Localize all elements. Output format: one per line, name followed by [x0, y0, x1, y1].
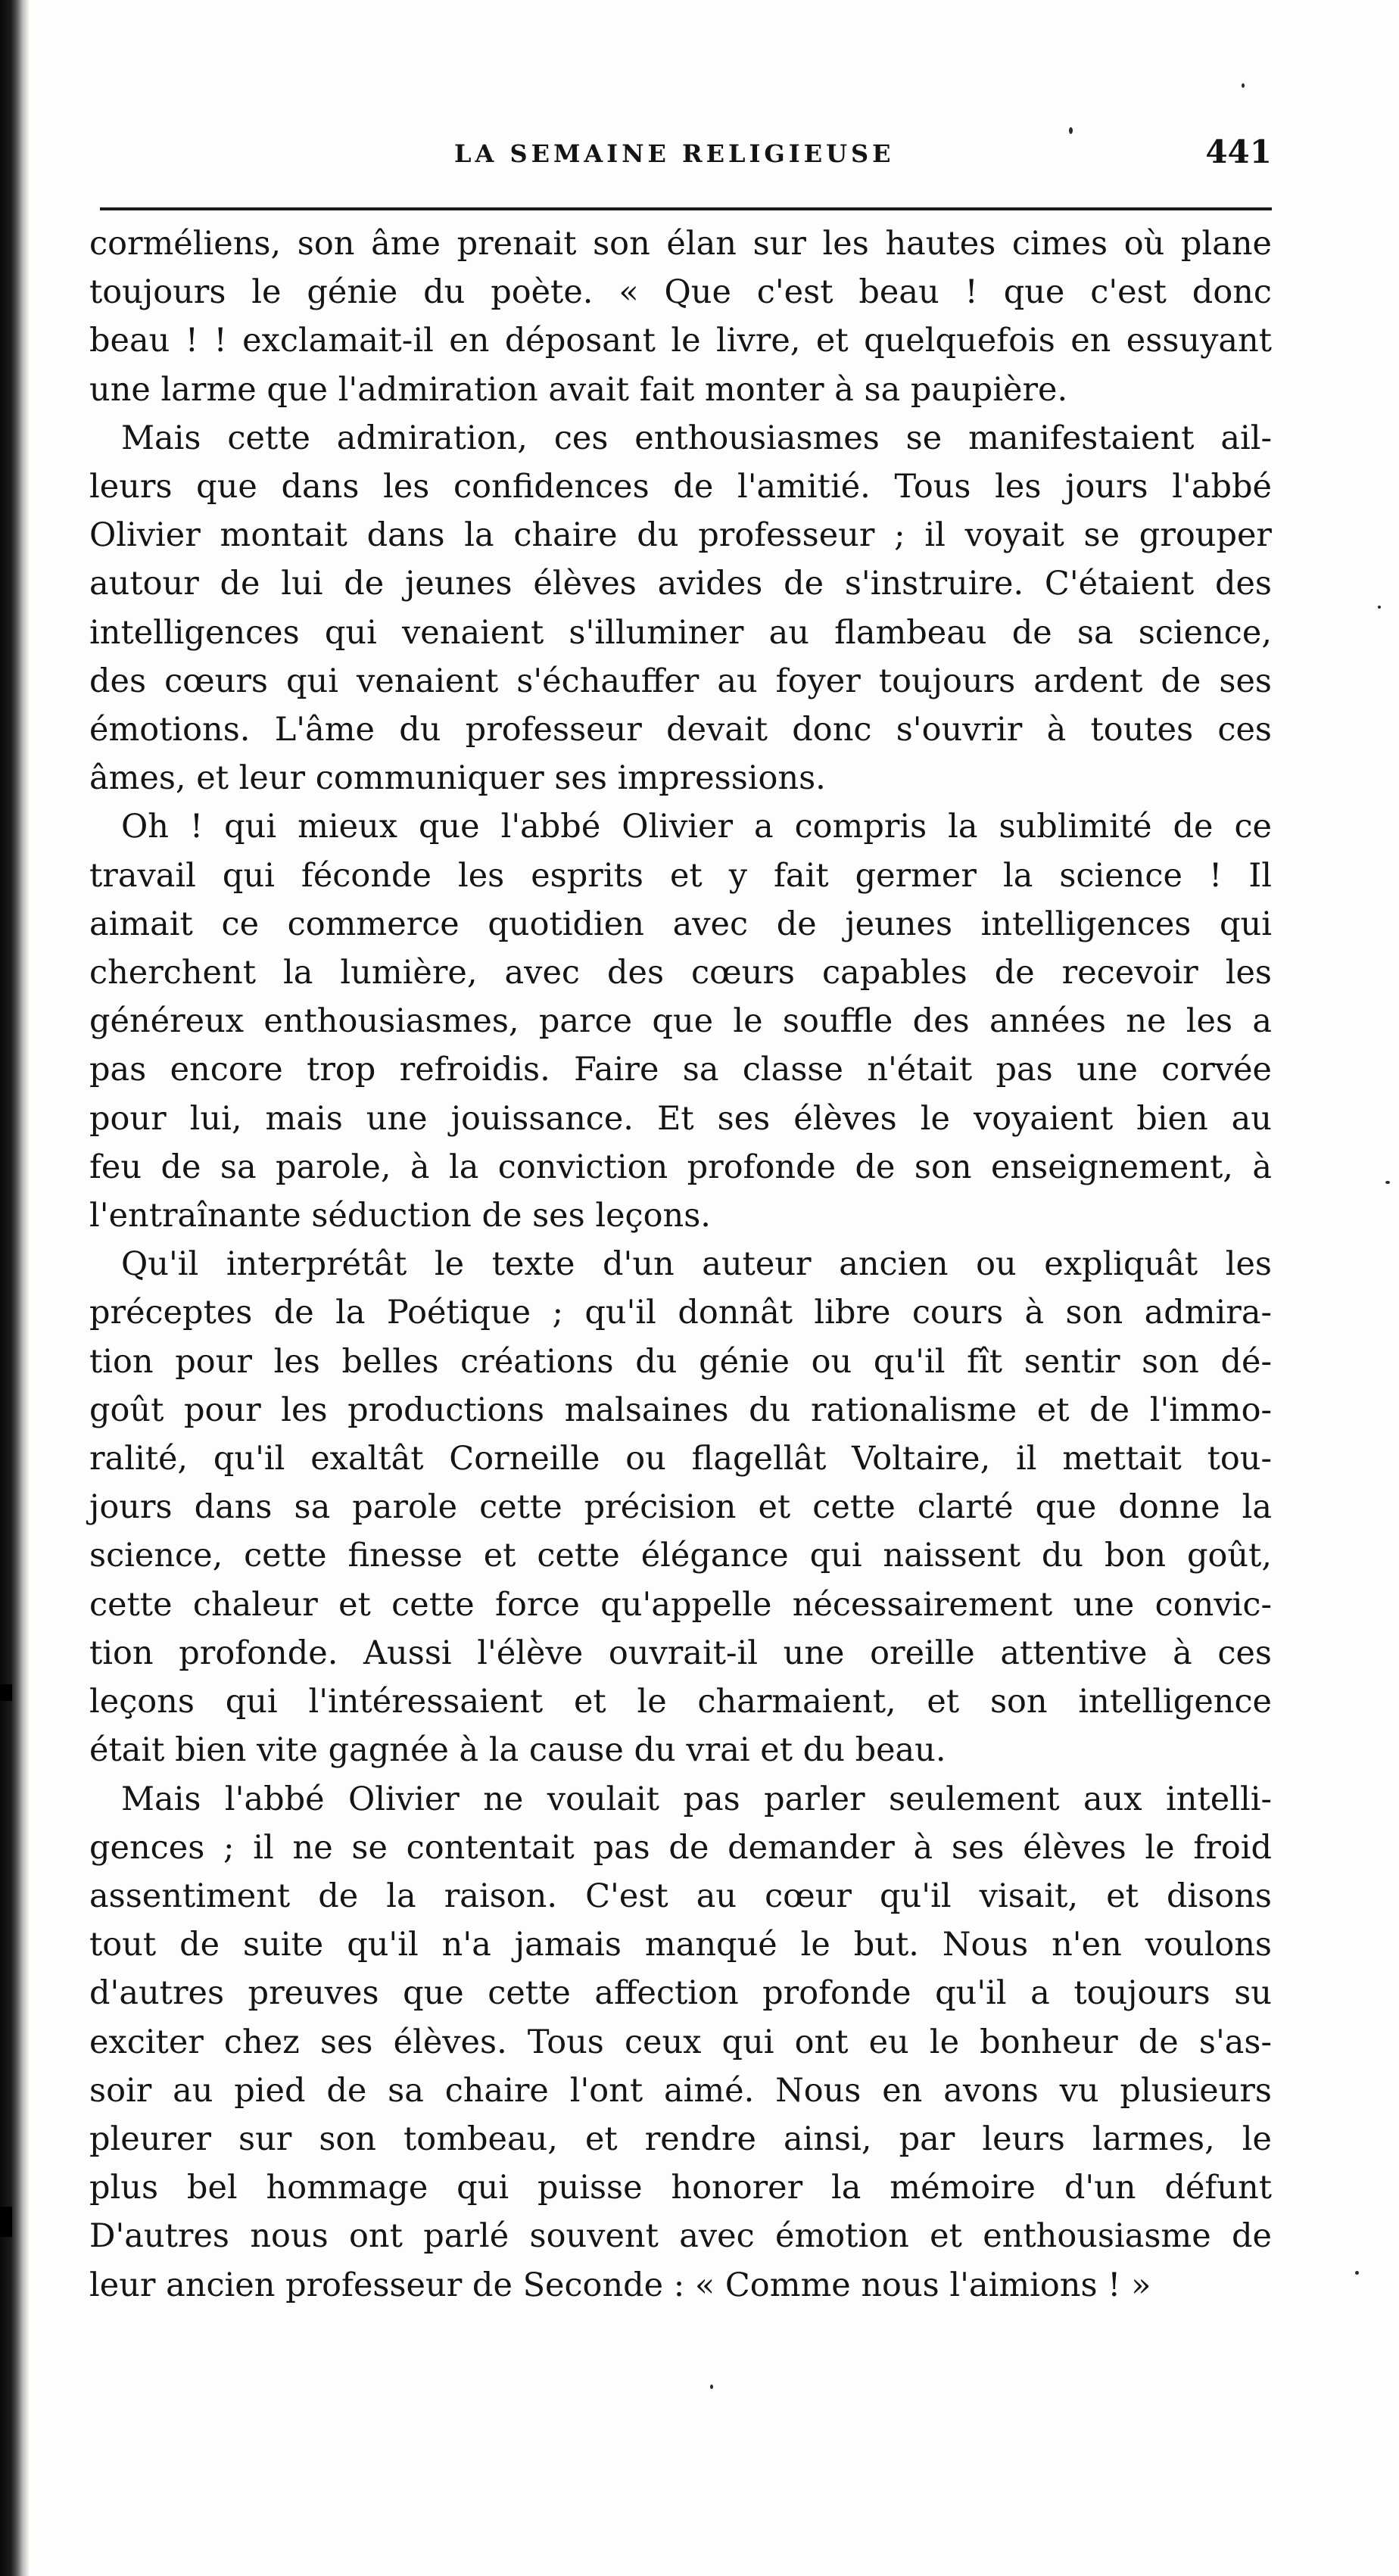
text-line: des cœurs qui venaient s'échauffer au foyer toujours ardent de ses: [89, 662, 1272, 700]
scan-speck: [1069, 127, 1073, 134]
page-number: 441: [1205, 133, 1272, 170]
text-line: préceptes de la Poétique ; qu'il donnât libre cours à son admira-: [89, 1294, 1272, 1332]
text-line: Qu'il interprétât le texte d'un auteur ancien ou expliquât les: [121, 1245, 1272, 1284]
paragraph: [89, 1775, 1272, 2310]
header-rule: [100, 207, 1272, 210]
text-line: Mais cette admiration, ces enthousiasmes se manifestaient ail-: [121, 419, 1272, 457]
binding-mark: [0, 1684, 12, 1701]
text-line: intelligences qui venaient s'illuminer au flambeau de sa science,: [89, 613, 1272, 652]
text-line: jours dans sa parole cette précision et cette clarté que donne la: [89, 1488, 1272, 1527]
text-line: soir au pied de sa chaire l'ont aimé. Nous en avons vu plusieurs: [89, 2071, 1272, 2110]
text-line: goût pour les productions malsaines du rationalisme et de l'immo-: [89, 1391, 1272, 1429]
journal-title: LA SEMAINE RELIGIEUSE: [454, 139, 895, 168]
scan-speck: [710, 2384, 713, 2389]
text-line: pleurer sur son tombeau, et rendre ainsi, par leurs larmes, le: [89, 2120, 1272, 2158]
text-line: beau ! ! exclamait-il en déposant le livre, et quelquefois en essuyant: [89, 322, 1272, 360]
scan-speck: [1378, 606, 1381, 609]
scan-speck: [1242, 83, 1245, 88]
text-line: corméliens, son âme prenait son élan sur les hautes cimes où plane: [89, 225, 1272, 263]
paragraph: [89, 802, 1272, 1240]
text-line: Mais l'abbé Olivier ne voulait pas parler seulement aux intelli-: [121, 1780, 1272, 1818]
text-line: leur ancien professeur de Seconde : « Comme nous l'aimions ! »: [89, 2266, 1151, 2304]
running-header: [91, 129, 1272, 174]
text-line: ralité, qu'il exaltât Corneille ou flagellât Voltaire, il mettait tou-: [89, 1440, 1272, 1478]
text-line: assentiment de la raison. C'est au cœur qu'il visait, et disons: [89, 1877, 1272, 1915]
article-body: [89, 220, 1272, 2310]
text-line: âmes, et leur communiquer ses impressions.: [89, 759, 826, 798]
text-line: émotions. L'âme du professeur devait donc s'ouvrir à toutes ces: [89, 711, 1272, 749]
text-line: pas encore trop refroidis. Faire sa classe n'était pas une corvée: [89, 1051, 1272, 1089]
text-line: Olivier montait dans la chaire du professeur ; il voyait se grouper: [89, 516, 1272, 555]
text-line: Oh ! qui mieux que l'abbé Olivier a compris la sublimité de ce: [121, 808, 1272, 846]
text-line: autour de lui de jeunes élèves avides de s'instruire. C'étaient des: [89, 565, 1272, 603]
text-line: une larme que l'admiration avait fait monter à sa paupière.: [89, 370, 1068, 409]
text-line: gences ; il ne se contentait pas de demander à ses élèves le froid: [89, 1828, 1272, 1867]
text-line: généreux enthousiasmes, parce que le souffle des années ne les a: [89, 1002, 1272, 1041]
text-line: tion profonde. Aussi l'élève ouvrait-il une oreille attentive à ces: [89, 1634, 1272, 1672]
binding-edge: [0, 0, 29, 2576]
text-line: d'autres preuves que cette affection profonde qu'il a toujours su: [89, 1974, 1272, 2013]
text-line: D'autres nous ont parlé souvent avec émotion et enthousiasme de: [89, 2217, 1272, 2256]
text-line: toujours le génie du poète. « Que c'est beau ! que c'est donc: [89, 273, 1272, 312]
paragraph: [89, 220, 1272, 414]
text-line: feu de sa parole, à la conviction profonde de son enseignement, à: [89, 1148, 1272, 1186]
text-line: cette chaleur et cette force qu'appelle nécessairement une convic-: [89, 1585, 1272, 1624]
paragraph: [89, 1240, 1272, 1774]
text-line: exciter chez ses élèves. Tous ceux qui ont eu le bonheur de s'as-: [89, 2023, 1272, 2061]
text-line: cherchent la lumière, avec des cœurs capables de recevoir les: [89, 954, 1272, 992]
text-line: science, cette finesse et cette élégance qui naissent du bon goût,: [89, 1537, 1272, 1575]
binding-mark: [0, 2207, 12, 2237]
text-line: plus bel hommage qui puisse honorer la mémoire d'un défunt: [89, 2169, 1272, 2207]
text-line: travail qui féconde les esprits et y fait germer la science ! Il: [89, 856, 1272, 895]
text-line: tout de suite qu'il n'a jamais manqué le but. Nous n'en voulons: [89, 1926, 1272, 1964]
text-line: leurs que dans les confidences de l'amitié. Tous les jours l'abbé: [89, 468, 1272, 506]
paragraph: [89, 414, 1272, 803]
text-line: l'entraînante séduction de ses leçons.: [89, 1197, 711, 1235]
text-line: aimait ce commerce quotidien avec de jeunes intelligences qui: [89, 905, 1272, 943]
text-line: était bien vite gagnée à la cause du vrai et du beau.: [89, 1731, 946, 1770]
text-line: tion pour les belles créations du génie ou qu'il fît sentir son dé-: [89, 1342, 1272, 1381]
scan-speck: [1385, 1181, 1390, 1184]
scan-speck: [1355, 2271, 1359, 2275]
text-line: leçons qui l'intéressaient et le charmaient, et son intelligence: [89, 1683, 1272, 1721]
text-line: pour lui, mais une jouissance. Et ses élèves le voyaient bien au: [89, 1099, 1272, 1138]
